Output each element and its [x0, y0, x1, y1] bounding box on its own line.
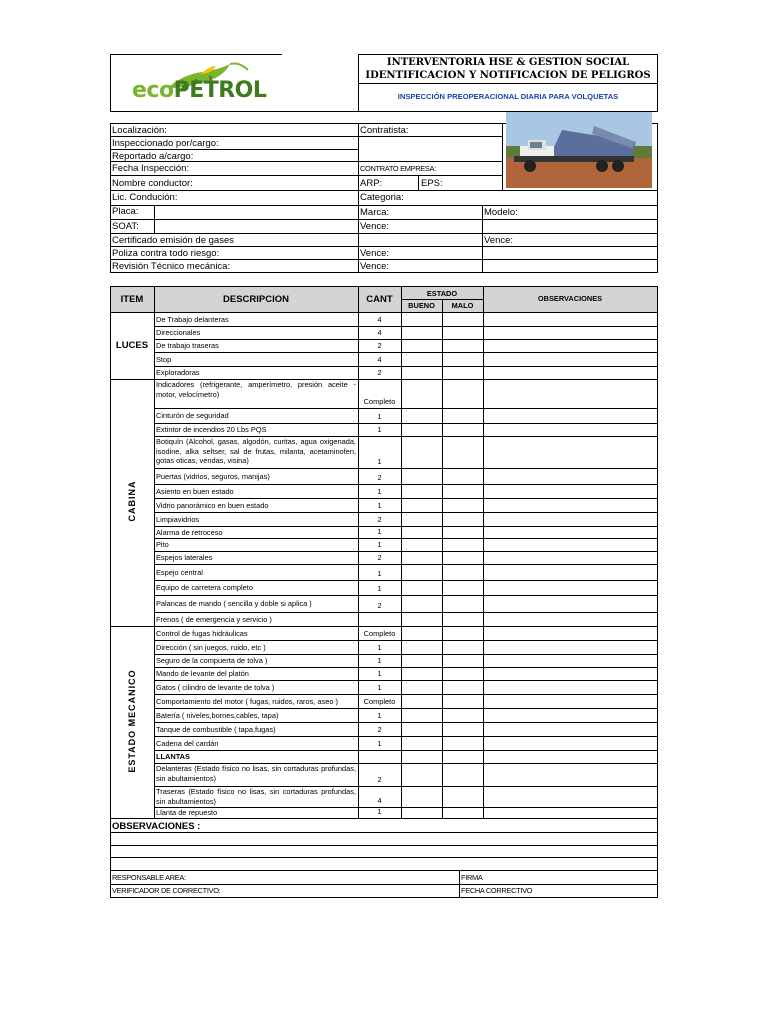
cell-malo[interactable]	[443, 485, 482, 498]
item-description: Indicadores (refrigerante, amperímetro, presión aceite - motor, velocímetro)	[156, 380, 356, 399]
cell-bueno[interactable]	[402, 655, 441, 667]
cell-bueno[interactable]	[402, 340, 441, 352]
cell-obs[interactable]	[484, 424, 656, 436]
cell-malo[interactable]	[443, 380, 482, 408]
cell-obs[interactable]	[484, 353, 656, 366]
cell-obs[interactable]	[484, 340, 656, 352]
logo-text: ecoPETROL	[132, 78, 267, 103]
cell-obs[interactable]	[484, 380, 656, 408]
cell-bueno[interactable]	[402, 751, 441, 763]
cell-bueno[interactable]	[402, 409, 441, 423]
cell-malo[interactable]	[443, 808, 482, 818]
cell-bueno[interactable]	[402, 539, 441, 551]
cell-obs[interactable]	[484, 751, 656, 763]
field-vence-poliza: Vence:	[360, 248, 390, 259]
cell-bueno[interactable]	[402, 552, 441, 564]
cell-bueno[interactable]	[402, 723, 441, 736]
cell-obs[interactable]	[484, 641, 656, 654]
cell-malo[interactable]	[443, 469, 482, 484]
cell-obs[interactable]	[484, 723, 656, 736]
item-description: Direccionales	[156, 328, 201, 337]
cell-bueno[interactable]	[402, 367, 441, 379]
cell-bueno[interactable]	[402, 613, 441, 626]
cell-bueno[interactable]	[402, 787, 441, 807]
item-description: Comportamiento del motor ( fugas, ruidos, raros, aseo )	[156, 697, 338, 706]
cell-bueno[interactable]	[402, 641, 441, 654]
field-vence-soat: Vence:	[360, 221, 390, 232]
header-title-2: IDENTIFICACION Y NOTIFICACION DE PELIGROS	[365, 70, 651, 81]
field-inspeccionado: Inspeccionado por/cargo:	[112, 138, 219, 149]
cell-bueno[interactable]	[402, 437, 441, 468]
item-cant: 2	[377, 725, 382, 734]
field-vence-revision: Vence:	[360, 261, 390, 272]
item-description: Cinturón de seguridad	[156, 411, 229, 420]
cell-obs[interactable]	[484, 668, 656, 680]
field-vence-gases: Vence:	[484, 235, 514, 246]
cell-bueno[interactable]	[402, 596, 441, 612]
cell-bueno[interactable]	[402, 527, 441, 538]
item-cant: 2	[377, 601, 382, 610]
item-cant: 1	[377, 683, 382, 692]
cell-malo[interactable]	[443, 327, 482, 339]
cell-malo[interactable]	[443, 353, 482, 366]
item-description: Equipo de carretera completo	[156, 583, 253, 592]
item-description: Pito	[156, 540, 169, 549]
cell-obs[interactable]	[484, 552, 656, 564]
item-description: Puertas (vidrios, seguros, manijas)	[156, 472, 270, 481]
item-cant: 1	[377, 412, 382, 421]
cell-obs[interactable]	[484, 527, 656, 538]
cell-malo[interactable]	[443, 613, 482, 626]
field-localizacion: Localización:	[112, 125, 167, 136]
col-bueno: BUENO	[408, 301, 435, 310]
cell-bueno[interactable]	[402, 469, 441, 484]
field-nombre-conductor: Nombre conductor:	[112, 178, 193, 189]
item-cant: 1	[377, 669, 382, 678]
dump-truck-image	[506, 112, 652, 188]
cell-malo[interactable]	[443, 681, 482, 694]
cell-bueno[interactable]	[402, 737, 441, 750]
item-cant: 2	[377, 775, 382, 784]
field-arp: ARP:	[360, 178, 383, 189]
cell-bueno[interactable]	[402, 353, 441, 366]
col-descripcion: DESCRIPCION	[223, 294, 289, 305]
fecha-correctivo-label: FECHA CORRECTIVO	[461, 886, 533, 895]
cell-malo[interactable]	[443, 527, 482, 538]
field-placa: Placa:	[112, 206, 139, 217]
item-description: Tanque de combustible ( tapa,fugas)	[156, 725, 276, 734]
item-cant: 1	[377, 487, 382, 496]
field-reportado: Reportado a/cargo:	[112, 151, 194, 162]
item-cant: Completo	[363, 697, 396, 706]
cell-malo[interactable]	[443, 668, 482, 680]
cell-malo[interactable]	[443, 581, 482, 595]
col-observaciones: OBSERVACIONES	[537, 294, 603, 303]
field-fecha-inspeccion: Fecha Inspección:	[112, 163, 190, 174]
item-cant: Completo	[363, 397, 396, 406]
item-cant: 1	[377, 711, 382, 720]
item-cant: 1	[377, 425, 382, 434]
item-description: Espejos laterales	[156, 553, 213, 562]
item-description: Alarma de retroceso	[156, 528, 223, 537]
item-cant: 1	[377, 540, 382, 549]
cell-obs[interactable]	[484, 485, 656, 498]
item-description: Control de fugas hidráulicas	[156, 629, 248, 638]
cell-obs[interactable]	[484, 709, 656, 722]
item-description: Llanta de repuesto	[156, 808, 218, 817]
group-luces: LUCES	[115, 340, 149, 351]
item-cant: 1	[377, 807, 382, 816]
item-description: Delanteras (Estado físico no lisas, sin cortaduras profundas, sin abultamientos)	[156, 764, 356, 783]
col-estado: ESTADO	[426, 289, 458, 298]
item-cant: Completo	[363, 629, 396, 638]
cell-bueno[interactable]	[402, 808, 441, 818]
item-cant: 4	[377, 315, 382, 324]
cell-malo[interactable]	[443, 367, 482, 379]
cell-malo[interactable]	[443, 565, 482, 580]
field-certificado-gases: Certificado emisión de gases	[112, 235, 234, 246]
field-soat: SOAT:	[112, 221, 139, 232]
cell-obs[interactable]	[484, 313, 656, 326]
item-description: Asiento en buen estado	[156, 487, 234, 496]
item-description: Palancas de mando ( sencilla y doble si aplica )	[156, 599, 312, 608]
item-cant: 1	[377, 643, 382, 652]
item-description: Extintor de incendios 20 Lbs PQS	[156, 425, 267, 434]
field-contratista: Contratista:	[360, 125, 409, 136]
cell-bueno[interactable]	[402, 764, 441, 786]
item-description: Seguro de la compuerta de tolva )	[156, 656, 268, 665]
cell-bueno[interactable]	[402, 485, 441, 498]
group-cabina: CABINA	[127, 480, 137, 522]
header-subtitle: INSPECCIÓN PREOPERACIONAL DIARIA PARA VOLQUETAS	[397, 92, 619, 101]
cell-malo[interactable]	[443, 764, 482, 786]
cell-bueno[interactable]	[402, 709, 441, 722]
header-title-1: INTERVENTORIA HSE & GESTION SOCIAL	[386, 57, 630, 68]
cell-obs[interactable]	[484, 539, 656, 551]
item-description: LLANTAS	[156, 752, 190, 761]
cell-bueno[interactable]	[402, 668, 441, 680]
cell-malo[interactable]	[443, 409, 482, 423]
cell-malo[interactable]	[443, 513, 482, 526]
item-description: Batería ( niveles,bornes,cables, tapa)	[156, 711, 279, 720]
cell-malo[interactable]	[443, 627, 482, 640]
cell-malo[interactable]	[443, 723, 482, 736]
item-cant: 1	[377, 584, 382, 593]
cell-obs[interactable]	[484, 409, 656, 423]
cell-obs[interactable]	[484, 565, 656, 580]
cell-bueno[interactable]	[402, 327, 441, 339]
cell-bueno[interactable]	[402, 380, 441, 408]
item-cant: 2	[377, 515, 382, 524]
cell-malo[interactable]	[443, 641, 482, 654]
firma-label: FIRMA	[461, 873, 483, 882]
item-description: De trabajo traseras	[156, 341, 219, 350]
cell-bueno[interactable]	[402, 424, 441, 436]
field-lic-conducion: Lic. Condución:	[112, 192, 178, 203]
field-contrato-empresa: CONTRATO EMPRESA:	[360, 164, 436, 173]
item-description: Exploradoras	[156, 368, 200, 377]
cell-malo[interactable]	[443, 424, 482, 436]
col-malo: MALO	[451, 301, 474, 310]
item-cant: 2	[377, 553, 382, 562]
item-description: Frenos ( de emergencia y servicio )	[156, 615, 272, 624]
item-description: Gatos ( cilindro de levante de tolva )	[156, 683, 275, 692]
item-cant: 2	[377, 368, 382, 377]
item-cant: 4	[377, 355, 382, 364]
observaciones-label: OBSERVACIONES :	[112, 821, 201, 832]
field-marca: Marca:	[360, 207, 390, 218]
item-cant: 2	[377, 473, 382, 482]
item-cant: 1	[377, 501, 382, 510]
item-description: Stop	[156, 355, 172, 364]
responsable-area-label: RESPONSABLE AREA:	[112, 873, 186, 882]
cell-obs[interactable]	[484, 681, 656, 694]
cell-malo[interactable]	[443, 596, 482, 612]
item-cant: 4	[377, 328, 382, 337]
item-description: Mando de levante del platón	[156, 669, 249, 678]
company-logo	[130, 58, 275, 108]
item-description: Traseras (Estado físico no lisas, sin cortaduras profundas, sin abultamientos)	[156, 787, 356, 806]
cell-bueno[interactable]	[402, 695, 441, 708]
cell-malo[interactable]	[443, 737, 482, 750]
item-cant: 1	[377, 527, 382, 536]
cell-malo[interactable]	[443, 751, 482, 763]
cell-obs[interactable]	[484, 327, 656, 339]
item-description: Cadena del cardán	[156, 739, 219, 748]
item-cant: 1	[377, 739, 382, 748]
cell-malo[interactable]	[443, 655, 482, 667]
cell-malo[interactable]	[443, 437, 482, 468]
item-cant: 2	[377, 341, 382, 350]
cell-malo[interactable]	[443, 709, 482, 722]
field-modelo: Modelo:	[484, 207, 518, 218]
item-description: Limpiavidrios	[156, 515, 200, 524]
group-estado-mecanico: ESTADO MECANICO	[127, 669, 137, 773]
cell-obs[interactable]	[484, 469, 656, 484]
item-cant: 1	[377, 656, 382, 665]
cell-bueno[interactable]	[402, 581, 441, 595]
cell-obs[interactable]	[484, 787, 656, 807]
item-cant: 1	[377, 457, 382, 466]
cell-obs[interactable]	[484, 513, 656, 526]
verificador-label: VERIFICADOR DE CORRECTIVO:	[112, 886, 221, 895]
cell-obs[interactable]	[484, 808, 656, 818]
cell-malo[interactable]	[443, 552, 482, 564]
cell-malo[interactable]	[443, 499, 482, 512]
item-description: De Trabajo delanteras	[156, 315, 229, 324]
cell-obs[interactable]	[484, 695, 656, 708]
item-description: Dirección ( sin juegos, ruido, etc )	[156, 643, 266, 652]
item-cant: 1	[377, 569, 382, 578]
field-categoria: Categoria:	[360, 192, 404, 203]
cell-obs[interactable]	[484, 437, 656, 468]
item-description: Botiquín (Alcohol, gasas, algodón, curitas, agua oxigenada, isodine, alka seltser, sal de frutas, milanta, acetaminofen, gotas oticas, vendas, visina)	[156, 437, 356, 466]
item-description: Espejo central	[156, 568, 203, 577]
item-description: Vidrio panorámico en buen estado	[156, 501, 269, 510]
cell-bueno[interactable]	[402, 499, 441, 512]
cell-obs[interactable]	[484, 499, 656, 512]
cell-obs[interactable]	[484, 627, 656, 640]
col-cant: CANT	[366, 294, 393, 305]
cell-obs[interactable]	[484, 737, 656, 750]
cell-bueno[interactable]	[402, 313, 441, 326]
cell-obs[interactable]	[484, 581, 656, 595]
cell-malo[interactable]	[443, 313, 482, 326]
cell-bueno[interactable]	[402, 627, 441, 640]
cell-obs[interactable]	[484, 655, 656, 667]
field-poliza: Poliza contra todo riesgo:	[112, 248, 220, 259]
cell-obs[interactable]	[484, 764, 656, 786]
cell-malo[interactable]	[443, 539, 482, 551]
field-revision: Revisión Técnico mecánica:	[112, 261, 231, 272]
cell-malo[interactable]	[443, 787, 482, 807]
field-eps: EPS:	[421, 178, 443, 189]
cell-bueno[interactable]	[402, 565, 441, 580]
item-cant: 4	[377, 796, 382, 805]
cell-obs[interactable]	[484, 613, 656, 626]
cell-obs[interactable]	[484, 596, 656, 612]
col-item: ITEM	[120, 294, 144, 305]
cell-malo[interactable]	[443, 695, 482, 708]
cell-obs[interactable]	[484, 367, 656, 379]
cell-malo[interactable]	[443, 340, 482, 352]
cell-bueno[interactable]	[402, 681, 441, 694]
cell-bueno[interactable]	[402, 513, 441, 526]
